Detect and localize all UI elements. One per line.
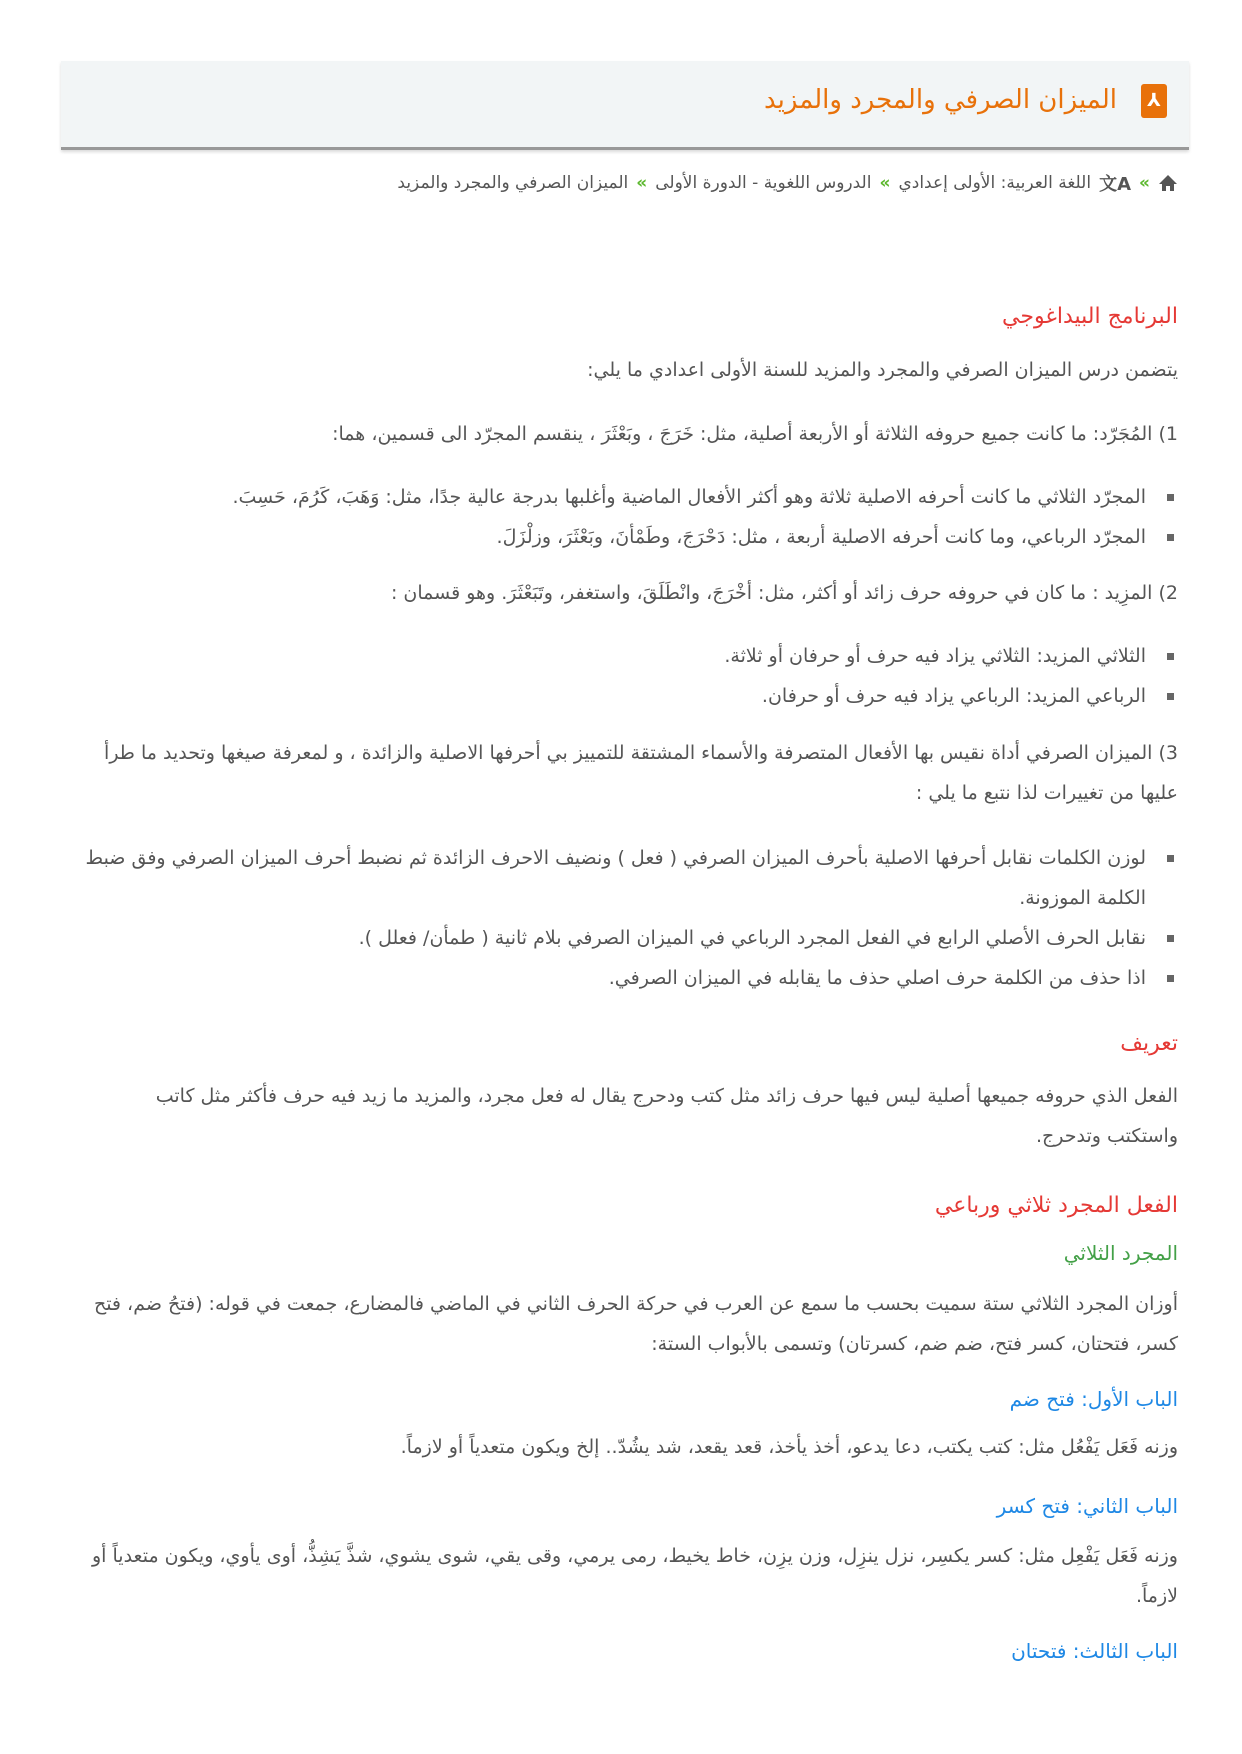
subheading-bab2: الباب الثاني: فتح كسر	[996, 1494, 1178, 1518]
page-title: الميزان الصرفي والمجرد والمزيد	[763, 85, 1117, 115]
subheading-thulathi: المجرد الثلاثي	[1063, 1241, 1178, 1265]
list-item: المجرّد الثلاثي ما كانت أحرفه الاصلية ثلاثة وهو أكثر الأفعال الماضية وأغلبها بدرجة عالية جدًا، مثل: وَهَبَ، كَرُمَ، حَسِبَ.	[83, 477, 1178, 517]
breadcrumb-item-arabic[interactable]: اللغة العربية: الأولى إعدادي	[898, 173, 1092, 193]
list-item: اذا حذف من الكلمة حرف اصلي حذف ما يقابله في الميزان الصرفي.	[83, 958, 1178, 998]
subheading-bab3: الباب الثالث: فتحتان	[1011, 1639, 1178, 1663]
breadcrumb-current: الميزان الصرفي والمجرد والمزيد	[397, 173, 629, 193]
section-heading-program: البرنامج البيداغوجي	[1002, 304, 1178, 329]
breadcrumb-separator: »	[879, 173, 891, 193]
paragraph-mazid: 2) المزِيد : ما كان في حروفه حرف زائد أو أكثر، مثل: أخْرَجَ، وانْطَلَقَ، واستغفر، وتَبَعْثَرَ. وهو قسمان :	[390, 582, 1178, 604]
page-header	[61, 61, 1189, 150]
list-mizan	[83, 838, 1178, 998]
paragraph-awzan: أوزان المجرد الثلاثي ستة سميت بحسب ما سمع عن العرب في حركة الحرف الثاني في الماضي فالمضارع، جمعت في قوله: (فتحُ ضم، فتح كسر، فتحتان، كسر فتح، ضم ضم، كسرتان) وتسمى بالأبواب الستة:	[93, 1293, 1178, 1355]
paragraph-mizan: 3) الميزان الصرفي أداة نقيس بها الأفعال المتصرفة والأسماء المشتقة للتمييز بي أحرفها الاصلية والزائدة ، و لمعرفة صيغها وتحديد ما طرأ عليها من تغييرات لذا نتبع ما يلي :	[104, 742, 1178, 804]
list-item: الرباعي المزيد: الرباعي يزاد فيه حرف أو حرفان.	[83, 676, 1178, 716]
paragraph-mujarrad: 1) المُجَرّد: ما كانت جميع حروفه الثلاثة أو الأربعة أصلية، مثل: خَرَجَ ، وبَعْثَرَ ، ينقسم المجرّد الى قسمين، هما:	[332, 423, 1178, 445]
breadcrumb-separator: »	[1139, 173, 1150, 193]
section-heading-definition: تعريف	[1120, 1031, 1178, 1056]
paragraph-bab1: وزنه فَعَل يَفْعُل مثل: كتب يكتب، دعا يدعو، أخذ يأخذ، قعد يقعد، شد يشُدّ.. إلخ ويكون متعدياً أو لازماً.	[400, 1436, 1178, 1458]
breadcrumb	[397, 170, 1178, 196]
pdf-icon[interactable]: ⅄	[1141, 84, 1167, 118]
list-item: الثلاثي المزيد: الثلاثي يزاد فيه حرف أو حرفان أو ثلاثة.	[83, 636, 1178, 676]
translate-icon: 文A	[1099, 174, 1132, 195]
breadcrumb-separator: »	[636, 173, 648, 193]
intro-text: يتضمن درس الميزان الصرفي والمجرد والمزيد للسنة الأولى اعدادي ما يلي:	[587, 359, 1178, 381]
breadcrumb-item-lessons[interactable]: الدروس اللغوية - الدورة الأولى	[655, 173, 872, 193]
paragraph-bab2: وزنه فَعَل يَفْعِل مثل: كسر يكسِر، نزل ينزِل، وزن يزِن، خاط يخيط، رمى يرمي، وقى يقي، شوى يشوي، شذَّ يَشِذُّ، أوى يأوي، ويكون متعدياً أو لازماً.	[92, 1545, 1178, 1607]
definition-text: الفعل الذي حروفه جميعها أصلية ليس فيها حرف زائد مثل كتب ودحرج يقال له فعل مجرد، والمزيد ما زيد فيه حرف فأكثر مثل كاتب واستكتب وتدحرج.	[155, 1085, 1178, 1147]
subheading-bab1: الباب الأول: فتح ضم	[1009, 1387, 1178, 1411]
section-heading-verb: الفعل المجرد ثلاثي ورباعي	[934, 1193, 1178, 1218]
list-mujarrad	[83, 477, 1178, 557]
list-item: لوزن الكلمات نقابل أحرفها الاصلية بأحرف الميزان الصرفي ( فعل ) ونضيف الاحرف الزائدة ثم نضبط أحرف الميزان الصرفي وفق ضبط الكلمة الموزونة.	[83, 838, 1178, 918]
home-icon[interactable]	[1158, 173, 1178, 193]
list-item: نقابل الحرف الأصلي الرابع في الفعل المجرد الرباعي في الميزان الصرفي بلام ثانية ( طمأن/ فعلل ).	[83, 918, 1178, 958]
list-item: المجرّد الرباعي، وما كانت أحرفه الاصلية أربعة ، مثل: دَحْرَجَ، وطَمْأنَ، وبَعْثَرَ، وزلْزَلَ.	[83, 517, 1178, 557]
list-mazid	[83, 636, 1178, 716]
